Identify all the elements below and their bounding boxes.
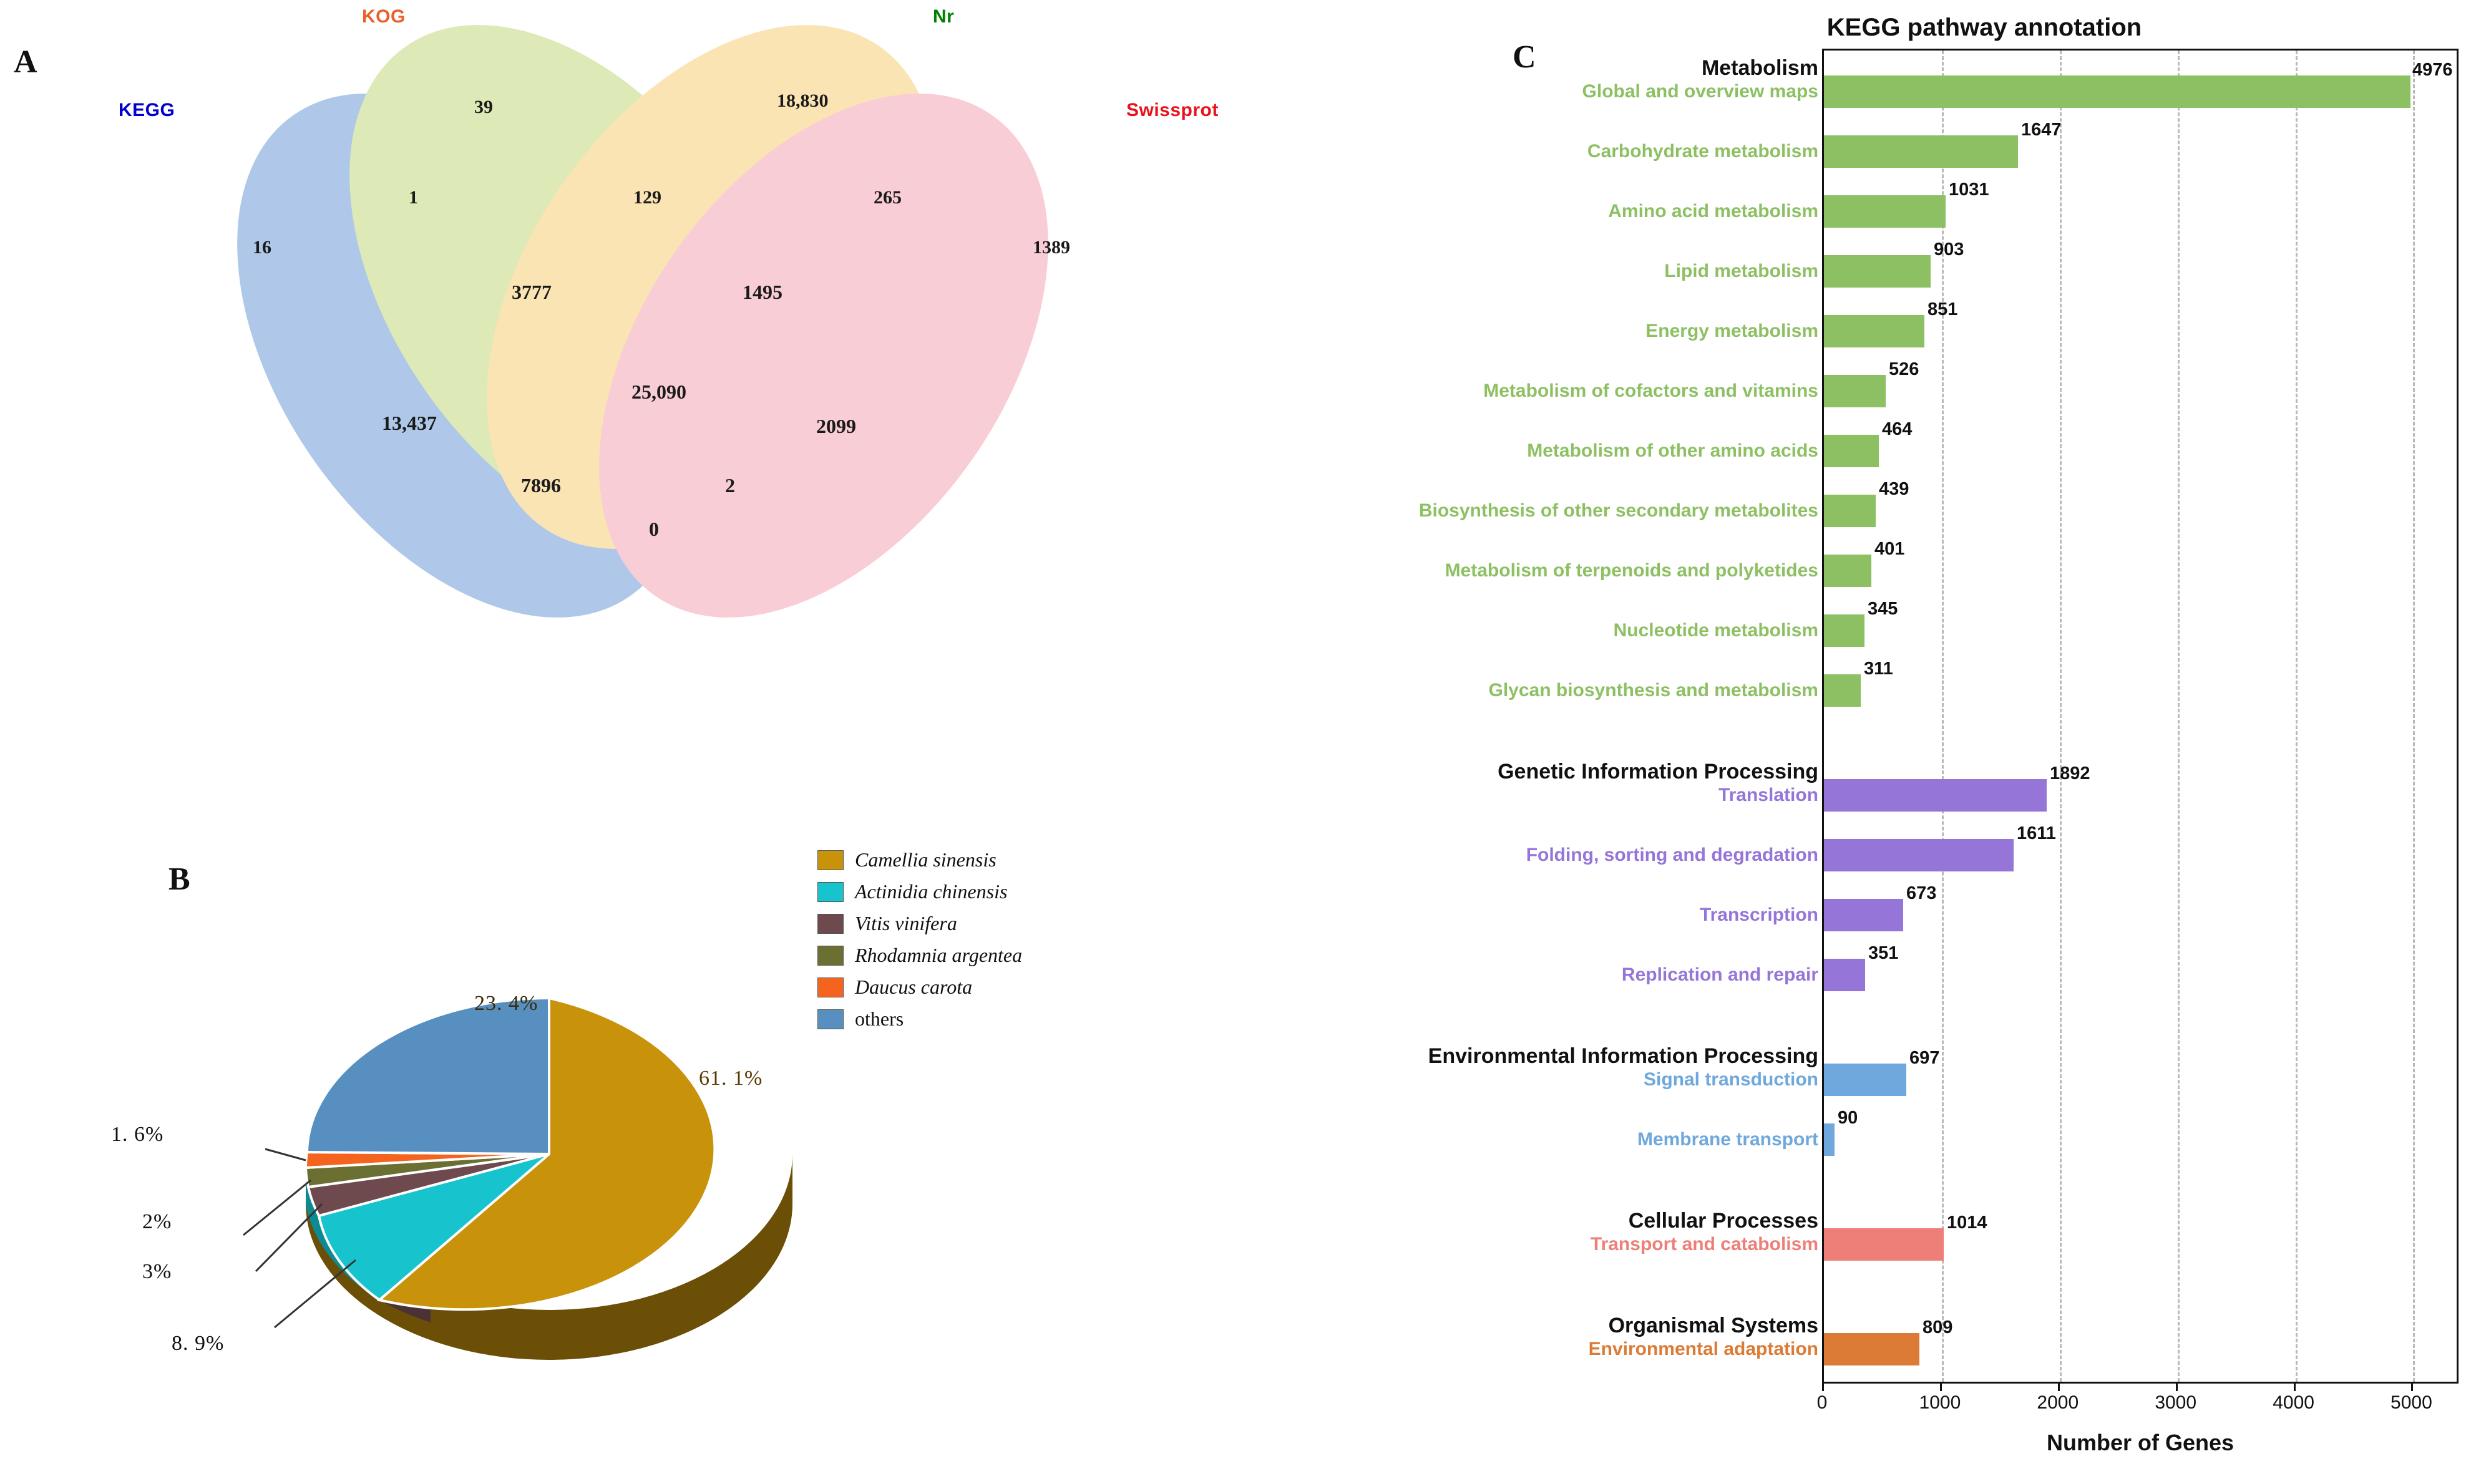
pie-slice-value: 3% bbox=[142, 1260, 172, 1283]
legend-item bbox=[817, 848, 1022, 871]
bar-value: 809 bbox=[1923, 1317, 1953, 1337]
venn-region-value: 1389 bbox=[1033, 237, 1070, 258]
bar-label: Replication and repair bbox=[1621, 964, 1818, 985]
legend-label: Vitis vinifera bbox=[855, 912, 957, 934]
gridline bbox=[2413, 51, 2415, 1382]
venn-region-value: 18,830 bbox=[777, 90, 829, 111]
pie-slice-value: 8. 9% bbox=[172, 1332, 225, 1355]
gridline bbox=[2060, 51, 2062, 1382]
bar-value: 345 bbox=[1868, 599, 1898, 619]
bar-value: 311 bbox=[1864, 659, 1893, 679]
bar bbox=[1824, 495, 1876, 527]
venn-region-value: 39 bbox=[474, 97, 493, 117]
venn-set-label-swissprot: Swissprot bbox=[1126, 100, 1219, 120]
bar-value: 1892 bbox=[2050, 764, 2090, 783]
bar-value: 526 bbox=[1889, 359, 1919, 379]
bar-label: Transport and catabolism bbox=[1590, 1234, 1818, 1254]
venn-set-label-nr: Nr bbox=[933, 6, 955, 27]
bar-label: Carbohydrate metabolism bbox=[1587, 141, 1818, 162]
venn-region-value: 265 bbox=[874, 187, 902, 208]
bar bbox=[1824, 839, 2014, 871]
category-header: Genetic Information Processing bbox=[1498, 760, 1818, 783]
bar-value: 903 bbox=[1934, 240, 1964, 259]
panel-pie bbox=[0, 736, 1485, 1484]
category-header: Environmental Information Processing bbox=[1428, 1044, 1818, 1068]
x-tick-label: 3000 bbox=[2155, 1392, 2197, 1413]
venn-region-value: 13,437 bbox=[382, 412, 437, 434]
legend-label: Actinidia chinensis bbox=[855, 880, 1008, 903]
tick-mark bbox=[2176, 1384, 2178, 1391]
venn-diagram-shapes bbox=[75, 25, 1260, 649]
tick-mark bbox=[2058, 1384, 2060, 1391]
category-header: Cellular Processes bbox=[1628, 1209, 1818, 1233]
bar-label: Folding, sorting and degradation bbox=[1526, 845, 1818, 865]
venn-region-value: 3777 bbox=[512, 281, 552, 303]
bar-label: Metabolism of terpenoids and polyketides bbox=[1445, 560, 1818, 581]
panel-venn bbox=[0, 0, 1485, 736]
bar-label: Amino acid metabolism bbox=[1608, 201, 1818, 221]
gridline bbox=[2178, 51, 2180, 1382]
venn-region-value: 2099 bbox=[816, 415, 856, 437]
venn-set-label-kegg: KEGG bbox=[119, 100, 175, 120]
legend-swatch-icon bbox=[817, 850, 844, 870]
pie-slice-value: 2% bbox=[142, 1210, 172, 1233]
bar-value: 851 bbox=[1928, 299, 1958, 319]
bar bbox=[1824, 614, 1864, 647]
panel-kegg-bar bbox=[1418, 0, 2471, 1484]
bar-value: 1014 bbox=[1947, 1213, 1987, 1233]
venn-set-label-kog: KOG bbox=[362, 6, 406, 27]
bar-value: 4976 bbox=[2412, 60, 2453, 80]
x-tick-label: 1000 bbox=[1919, 1392, 1961, 1413]
x-tick-label: 0 bbox=[1816, 1392, 1828, 1413]
bar-label: Global and overview maps bbox=[1582, 81, 1818, 102]
venn-region-value: 7896 bbox=[521, 474, 561, 497]
bar-label: Metabolism of other amino acids bbox=[1527, 440, 1818, 461]
tick-mark bbox=[1940, 1384, 1942, 1391]
x-tick-label: 2000 bbox=[2037, 1392, 2079, 1413]
pie-slice-value: 61. 1% bbox=[699, 1067, 763, 1090]
panel-b-letter: B bbox=[168, 861, 190, 897]
venn-region-value: 0 bbox=[649, 518, 659, 540]
bar-label: Signal transduction bbox=[1643, 1069, 1818, 1090]
bar-label: Metabolism of cofactors and vitamins bbox=[1483, 381, 1818, 401]
pie-chart-shapes bbox=[206, 911, 892, 1360]
x-tick-label: 5000 bbox=[2391, 1392, 2432, 1413]
category-header: Metabolism bbox=[1701, 56, 1818, 80]
bar bbox=[1824, 1064, 1906, 1096]
legend-swatch-icon bbox=[817, 882, 844, 902]
legend-label: Rhodamnia argentea bbox=[855, 944, 1023, 966]
bar bbox=[1824, 135, 2018, 168]
bar-label: Biosynthesis of other secondary metabolites bbox=[1418, 500, 1818, 521]
bar-label: Translation bbox=[1718, 785, 1818, 805]
bar-value: 401 bbox=[1874, 539, 1905, 559]
bar bbox=[1824, 75, 2410, 108]
bar-value: 464 bbox=[1882, 419, 1913, 439]
bar-value: 1611 bbox=[2017, 823, 2056, 843]
bar-label: Glycan biosynthesis and metabolism bbox=[1488, 680, 1818, 701]
bar-value: 439 bbox=[1879, 479, 1909, 499]
legend-item bbox=[817, 880, 1022, 903]
bar-value: 697 bbox=[1909, 1048, 1940, 1068]
pie-slice-value: 1. 6% bbox=[111, 1123, 164, 1146]
bar-value: 90 bbox=[1838, 1108, 1858, 1128]
bar bbox=[1824, 959, 1865, 991]
venn-region-value: 2 bbox=[725, 474, 735, 497]
bar-label: Nucleotide metabolism bbox=[1613, 620, 1818, 641]
panel-c-letter: C bbox=[1513, 39, 1536, 75]
bar bbox=[1824, 779, 2047, 812]
bar-label: Membrane transport bbox=[1637, 1129, 1818, 1150]
bar-label: Transcription bbox=[1699, 904, 1818, 925]
panel-a-letter: A bbox=[14, 44, 37, 80]
venn-region-value: 129 bbox=[633, 187, 661, 208]
legend-label: others bbox=[855, 1007, 904, 1030]
bar-value: 673 bbox=[1906, 883, 1937, 903]
gridline bbox=[2296, 51, 2298, 1382]
venn-region-value: 1 bbox=[409, 187, 418, 208]
bar-label: Energy metabolism bbox=[1645, 321, 1818, 341]
legend-label: Daucus carota bbox=[855, 976, 973, 998]
bar bbox=[1824, 195, 1946, 228]
tick-mark bbox=[2294, 1384, 2296, 1391]
bar bbox=[1824, 674, 1861, 707]
bar bbox=[1824, 899, 1903, 931]
bar bbox=[1824, 315, 1924, 347]
bar bbox=[1824, 255, 1931, 288]
bar bbox=[1824, 375, 1886, 407]
bar bbox=[1824, 1123, 1835, 1156]
tick-mark bbox=[1822, 1384, 1824, 1391]
venn-region-value: 25,090 bbox=[631, 381, 686, 403]
x-axis-title: Number of Genes bbox=[2046, 1430, 2235, 1455]
pie-slice-value: 23. 4% bbox=[474, 992, 539, 1015]
bar-value: 1647 bbox=[2021, 120, 2062, 140]
bar bbox=[1824, 555, 1871, 587]
plot-area bbox=[1822, 49, 2459, 1384]
chart-title: KEGG pathway annotation bbox=[1826, 14, 2142, 41]
bar-label: Lipid metabolism bbox=[1664, 261, 1818, 281]
x-tick-label: 4000 bbox=[2273, 1392, 2314, 1413]
legend-label: Camellia sinensis bbox=[855, 848, 997, 871]
tick-mark bbox=[2411, 1384, 2413, 1391]
bar bbox=[1824, 1228, 1944, 1261]
venn-region-value: 16 bbox=[253, 237, 271, 258]
bar-value: 351 bbox=[1868, 943, 1899, 963]
bar-label: Environmental adaptation bbox=[1588, 1339, 1818, 1359]
bar bbox=[1824, 1333, 1919, 1365]
bar-value: 1031 bbox=[1949, 180, 1989, 200]
bar bbox=[1824, 435, 1879, 467]
venn-region-value: 1495 bbox=[743, 281, 782, 303]
category-header: Organismal Systems bbox=[1608, 1314, 1818, 1337]
